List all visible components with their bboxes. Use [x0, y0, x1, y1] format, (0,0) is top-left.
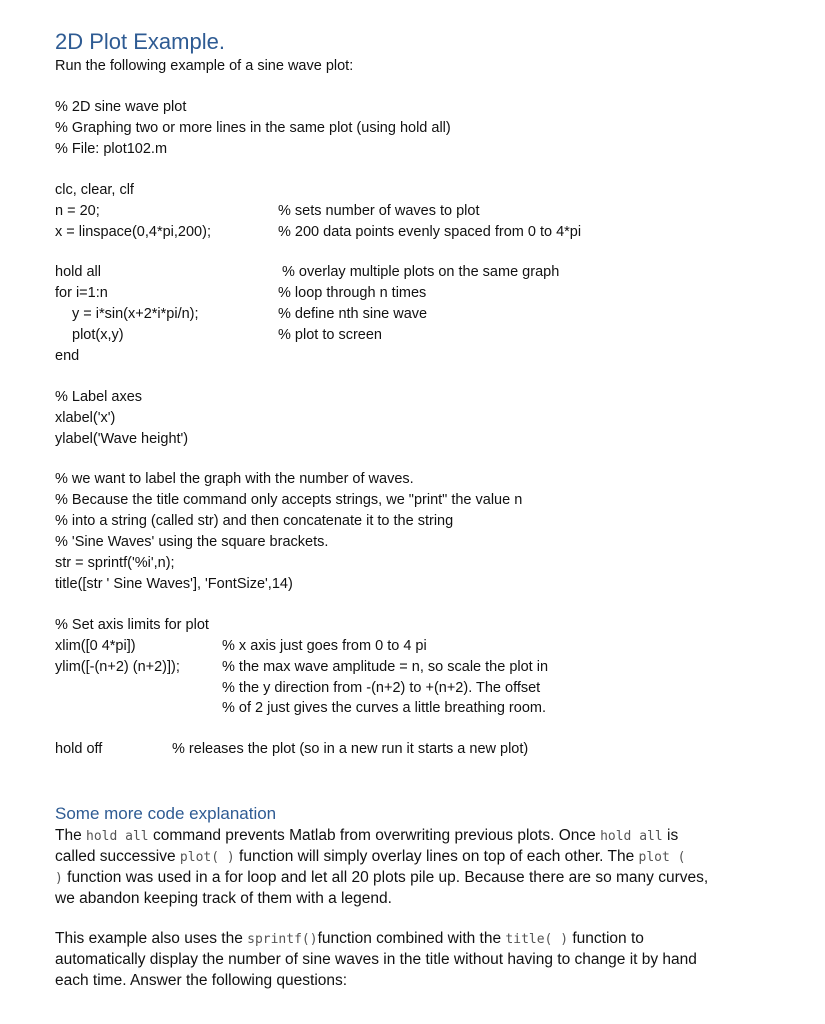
inline-code: )	[55, 871, 63, 886]
inline-code: title( )	[505, 932, 569, 947]
code-comment: % sets number of waves to plot	[278, 203, 480, 219]
code-comment: % 'Sine Waves' using the square brackets.	[55, 534, 329, 550]
code-line: end	[55, 348, 80, 364]
paragraph-line: each time. Answer the following questions:	[55, 972, 348, 989]
text-run: function combined with the	[317, 930, 506, 947]
paragraph-line	[55, 928, 644, 950]
code-comment: % releases the plot (so in a new run it starts a new plot)	[172, 741, 529, 757]
inline-code: sprintf()	[247, 932, 318, 947]
text-run: function to	[568, 930, 644, 947]
intro-text: Run the following example of a sine wave plot:	[55, 58, 354, 74]
code-line: str = sprintf('%i',n);	[55, 555, 175, 571]
header-comment: % 2D sine wave plot	[55, 99, 187, 115]
header-comment: % Graphing two or more lines in the same plot (using hold all)	[55, 120, 451, 136]
text-run: function will simply overlay lines on top of each other. The	[234, 848, 639, 865]
text-run: called successive	[55, 848, 180, 865]
code-comment: % we want to label the graph with the number of waves.	[55, 471, 414, 487]
code-line: xlim([0 4*pi])	[55, 638, 136, 654]
code-line: title([str ' Sine Waves'], 'FontSize',14)	[55, 576, 293, 592]
code-line: x = linspace(0,4*pi,200);	[55, 224, 211, 240]
text-run: The	[55, 827, 87, 844]
text-run: command prevents Matlab from overwriting previous plots. Once	[148, 827, 601, 844]
header-comment: % File: plot102.m	[55, 141, 168, 157]
paragraph-line: automatically display the number of sine waves in the title without having to change it by hand	[55, 951, 697, 968]
code-comment: % Because the title command only accepts strings, we "print" the value n	[55, 492, 523, 508]
code-comment: % 200 data points evenly spaced from 0 to 4*pi	[278, 224, 582, 240]
text-run: This example also uses the	[55, 930, 248, 947]
section-heading: Some more code explanation	[55, 804, 277, 823]
code-comment: % x axis just goes from 0 to 4 pi	[222, 638, 427, 654]
text-run: function was used in a for loop and let all 20 plots pile up. Because there are so many curves,	[62, 869, 709, 886]
code-comment: % overlay multiple plots on the same graph	[282, 264, 560, 280]
code-comment: % of 2 just gives the curves a little breathing room.	[222, 700, 546, 716]
code-line: xlabel('x')	[55, 410, 116, 426]
code-line: y = i*sin(x+2*i*pi/n);	[72, 306, 199, 322]
code-line: n = 20;	[55, 203, 100, 219]
code-line: ylim([-(n+2) (n+2)]);	[55, 659, 180, 675]
code-line: hold all	[55, 264, 101, 280]
paragraph-line	[55, 825, 678, 847]
page-title: 2D Plot Example.	[55, 29, 225, 54]
inline-code: plot (	[638, 850, 686, 865]
code-comment: % loop through n times	[278, 285, 427, 301]
inline-code: hold all	[86, 829, 149, 844]
code-comment: % Label axes	[55, 389, 143, 405]
inline-code: plot( )	[179, 850, 235, 865]
code-comment: % Set axis limits for plot	[55, 617, 209, 633]
paragraph-line: we abandon keeping track of them with a legend.	[55, 890, 392, 907]
code-line: clc, clear, clf	[55, 182, 134, 198]
code-comment: % plot to screen	[278, 327, 382, 343]
code-line: ylabel('Wave height')	[55, 431, 189, 447]
code-comment: % the y direction from -(n+2) to +(n+2). The offset	[222, 680, 541, 696]
code-comment: % into a string (called str) and then concatenate it to the string	[55, 513, 454, 529]
text-run: is	[662, 827, 679, 844]
code-comment: % the max wave amplitude = n, so scale the plot in	[222, 659, 549, 675]
code-line: plot(x,y)	[72, 327, 124, 343]
inline-code: hold all	[600, 829, 663, 844]
paragraph-line	[55, 846, 685, 868]
paragraph-line	[55, 867, 708, 889]
code-line: for i=1:n	[55, 285, 108, 301]
code-comment: % define nth sine wave	[278, 306, 428, 322]
code-line: hold off	[55, 741, 103, 757]
